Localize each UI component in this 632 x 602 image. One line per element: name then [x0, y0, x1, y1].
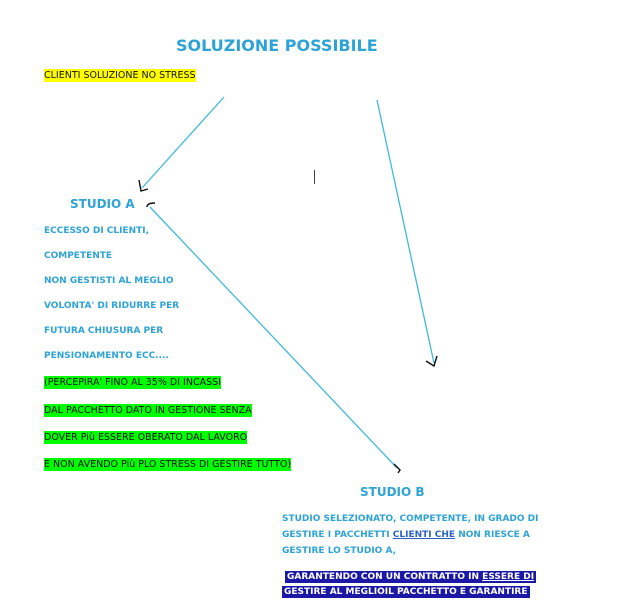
subtitle-highlight: CLIENTI SOLUZIONE NO STRESS: [44, 70, 196, 81]
studio-b-line: [282, 530, 530, 540]
studio-a-highlight-line: (PERCEPIRA' FINO AL 35% DI INCASSI: [44, 377, 221, 388]
studio-b-line-text: NON RIESCE A: [455, 530, 530, 540]
text-cursor: [314, 170, 315, 184]
studio-a-highlight-line: E NON AVENDO Più PLO STRESS DI GESTIRE TUTTO): [44, 459, 292, 470]
studio-a-line: FUTURA CHIUSURA PER: [44, 326, 164, 336]
studio-a-line: ECCESSO DI CLIENTI,: [44, 226, 150, 236]
studio-a-highlight-line: DOVER Più ESSERE OBERATO DAL LAVORO: [44, 432, 248, 443]
page-title: SOLUZIONE POSSIBILE: [176, 36, 378, 55]
arrowhead-b: [394, 464, 400, 473]
arrowhead-right: [426, 356, 437, 366]
studio-b-line-text: GESTIRE I PACCHETTI: [282, 530, 393, 540]
arrow-a-tail: [147, 203, 155, 207]
studio-b-highlight-line: GESTIRE AL MEGLIOIL PACCHETTO E GARANTIRE: [284, 587, 528, 597]
studio-b-line: STUDIO SELEZIONATO, COMPETENTE, IN GRADO DI: [282, 514, 539, 524]
studio-b-heading: STUDIO B: [360, 485, 425, 499]
clienti-che-link[interactable]: CLIENTI CHE: [392, 530, 456, 540]
studio-a-line: NON GESTISTI AL MEGLIO: [44, 276, 174, 286]
essere-di-link[interactable]: ESSERE DI: [482, 572, 535, 582]
studio-a-line: VOLONTA' DI RIDURRE PER: [44, 301, 180, 311]
studio-a-line: COMPETENTE: [44, 251, 113, 261]
studio-a-line: PENSIONAMENTO ECC....: [44, 351, 169, 361]
studio-a-highlight-line: DAL PACCHETTO DATO IN GESTIONE SENZA: [44, 405, 252, 416]
studio-a-heading: STUDIO A: [70, 197, 135, 211]
studio-b-highlight-text: GARANTENDO CON UN CONTRATTO IN: [287, 572, 483, 582]
arrow-a-to-b: [150, 207, 397, 468]
arrow-to-right: [377, 100, 434, 363]
studio-b-highlight-line: [285, 571, 536, 583]
arrow-to-studio-a: [142, 97, 224, 188]
studio-b-line: GESTIRE LO STUDIO A,: [282, 546, 396, 556]
